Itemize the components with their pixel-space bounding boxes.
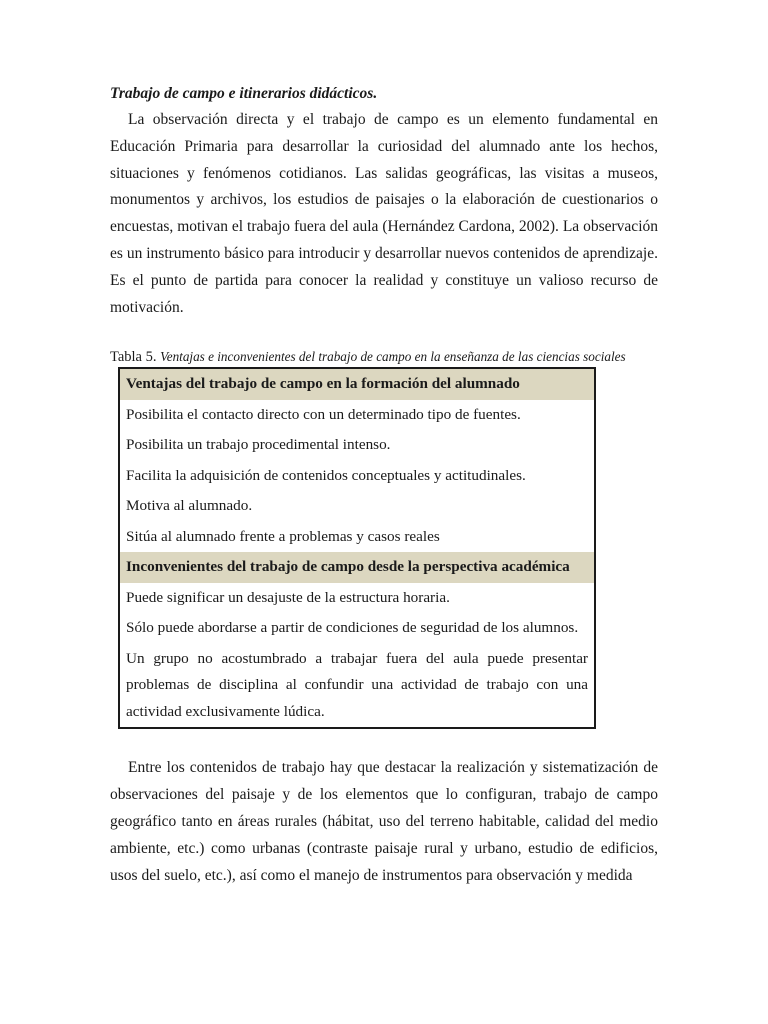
table-caption-label: Tabla 5. [110,349,157,366]
section-heading: Trabajo de campo e itinerarios didácticos. [110,85,378,102]
disadvantages-header: Inconvenientes del trabajo de campo desde la perspectiva académica [120,552,594,583]
disadvantage-item: Sólo puede abordarse a partir de condiciones de seguridad de los alumnos. [126,619,579,637]
advantage-item: Posibilita un trabajo procedimental intenso. [126,436,391,454]
disadvantage-item: Un grupo no acostumbrado a trabajar fuera del aula puede presentar problemas de disciplina al confundir una actividad de trabajo con una actividad exclusivamente lúdica. [126,649,588,720]
advantage-item: Sitúa al alumnado frente a problemas y casos reales [126,527,440,545]
table-caption-title: Ventajas e inconvenientes del trabajo de campo en la enseñanza de las ciencias sociales [160,349,626,365]
body-paragraph: Entre los contenidos de trabajo hay que destacar la realización y sistematización de observaciones del paisaje y de los elementos que lo configuran, trabajo de campo geográfico tanto en áreas rurales (hábitat, uso del terreno habitable, calidad del medio ambiente, etc.) como urbanas (contraste paisaje rural y urbano, estudio de edificios, usos del suelo, etc.), así como el manejo de instrumentos para observación y medida [110,759,658,884]
page-content [110,80,658,889]
advantage-item: Posibilita el contacto directo con un determinado tipo de fuentes. [126,405,521,423]
advantages-header: Ventajas del trabajo de campo en la formación del alumnado [120,369,594,400]
advantages-disadvantages-table [118,367,596,729]
intro-paragraph: La observación directa y el trabajo de campo es un elemento fundamental en Educación Primaria para desarrollar la curiosidad del alumnado ante los hechos, situaciones y fenómenos cotidianos. Las salidas geográficas, las visitas a museos, monumentos y archivos, los estudios de paisajes o la elaboración de cuestionarios o encuestas, motivan el trabajo fuera del aula (Hernández Cardona, 2002). La observación es un instrumento básico para introducir y desarrollar nuevos contenidos de aprendizaje. Es el punto de partida para conocer la realidad y constituye un valioso recurso de motivación. [110,111,658,316]
advantage-item: Facilita la adquisición de contenidos conceptuales y actitudinales. [126,466,526,484]
table-caption [110,347,658,367]
disadvantage-item: Puede significar un desajuste de la estructura horaria. [126,588,450,606]
advantage-item: Motiva al alumnado. [126,497,253,515]
